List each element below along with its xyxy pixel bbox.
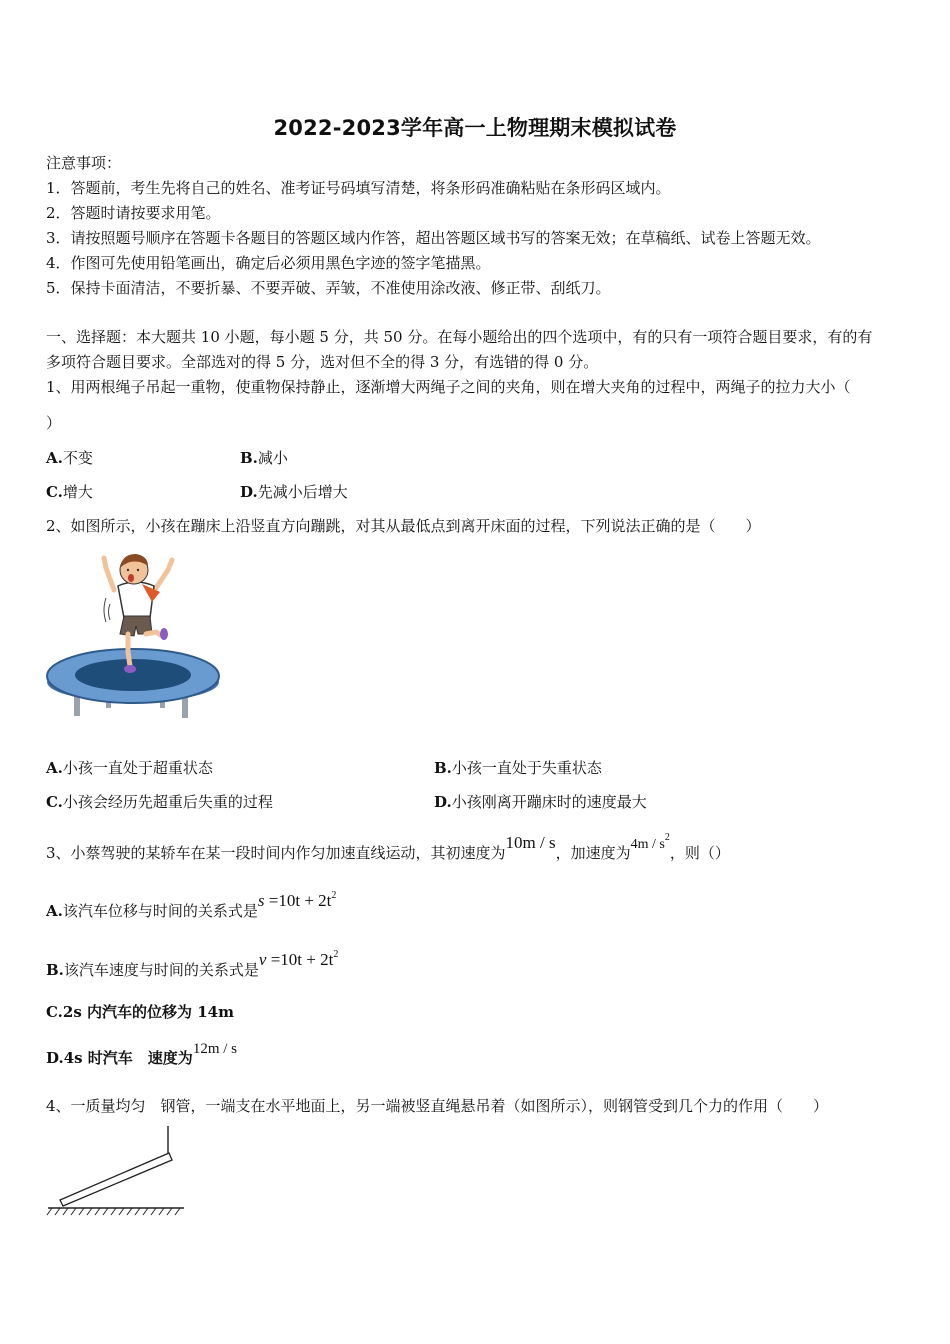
q2-option-c: C.小孩会经历先超重后失重的过程 [46, 793, 273, 811]
acceleration: $4m / s^2$ [630, 832, 670, 852]
notice-item: 2．答题时请按要求用笔。 [46, 204, 221, 222]
q2-option-d: D.小孩刚离开蹦床时的速度最大 [434, 793, 647, 811]
q3-option-a: A.该汽车位移与时间的关系式是$s =10t + 2t^2$ [46, 890, 337, 920]
q2-option-b: B.小孩一直处于失重状态 [434, 759, 602, 777]
initial-velocity: 10m / s [505, 833, 556, 852]
notice-item: 1．答题前，考生先将自己的姓名、准考证号码填写清楚，将条形码准确粘贴在条形码区域内。 [46, 179, 671, 197]
page-title: 2022-2023学年高一上物理期末模拟试卷 [273, 116, 677, 140]
notice-item: 4．作图可先使用铅笔画出，确定后必须用黑色字迹的签字笔描黑。 [46, 254, 491, 272]
section-intro: 一、选择题：本大题共 10 小题，每小题 5 分，共 50 分。在每小题给出的四个选项中，有的只有一项符合题目要求，有的有 [46, 328, 873, 346]
question-3-stem: 3、小蔡驾驶的某轿车在某一段时间内作匀加速直线运动，其初速度为10m / s，加速度为$4m / s^2$，则（） [46, 832, 730, 862]
q1-option-d: D.先减小后增大 [240, 483, 348, 501]
trampoline-figure [44, 548, 226, 730]
q3-option-d: D.4s 时汽车 速度为12m / s [46, 1041, 237, 1067]
velocity-equation: $v =10t + 2t^2$ [258, 949, 339, 969]
q3-option-b: B.该汽车速度与时间的关系式是$v =10t + 2t^2$ [46, 949, 339, 979]
q1-option-c: C.增大 [46, 483, 93, 501]
question-1-stem-end: ） [46, 414, 62, 432]
q3-option-c: C.2s 内汽车的位移为 14m [46, 1003, 234, 1021]
q1-option-b: B.减小 [240, 449, 288, 467]
displacement-equation: $s =10t + 2t^2$ [257, 890, 337, 910]
notice-item: 5．保持卡面清洁，不要折暴、不要弄破、弄皱，不准使用涂改液、修正带、刮纸刀。 [46, 279, 611, 297]
notice-item: 3．请按照题号顺序在答题卡各题目的答题区域内作答，超出答题区域书写的答案无效；在草稿纸、试卷上答题无效。 [46, 229, 821, 247]
question-1-stem: 1、用两根绳子吊起一重物，使重物保持静止，逐渐增大两绳子之间的夹角，则在增大夹角的过程中，两绳子的拉力大小（ [46, 378, 851, 396]
section-intro: 多项符合题目要求。全部选对的得 5 分，选对但不全的得 3 分，有选错的得 0 分。 [46, 353, 599, 371]
q1-option-a: A.不变 [46, 449, 93, 467]
steel-pipe-figure [44, 1122, 190, 1218]
question-4-stem: 4、一质量均匀 钢管，一端支在水平地面上，另一端被竖直绳悬吊着（如图所示），则钢管受到几个力的作用（ ） [46, 1097, 829, 1115]
q2-option-a: A.小孩一直处于超重状态 [46, 759, 213, 777]
question-2-stem: 2、如图所示，小孩在蹦床上沿竖直方向蹦跳，对其从最低点到离开床面的过程，下列说法正确的是（ ） [46, 517, 761, 535]
notice-heading: 注意事项： [46, 154, 122, 172]
